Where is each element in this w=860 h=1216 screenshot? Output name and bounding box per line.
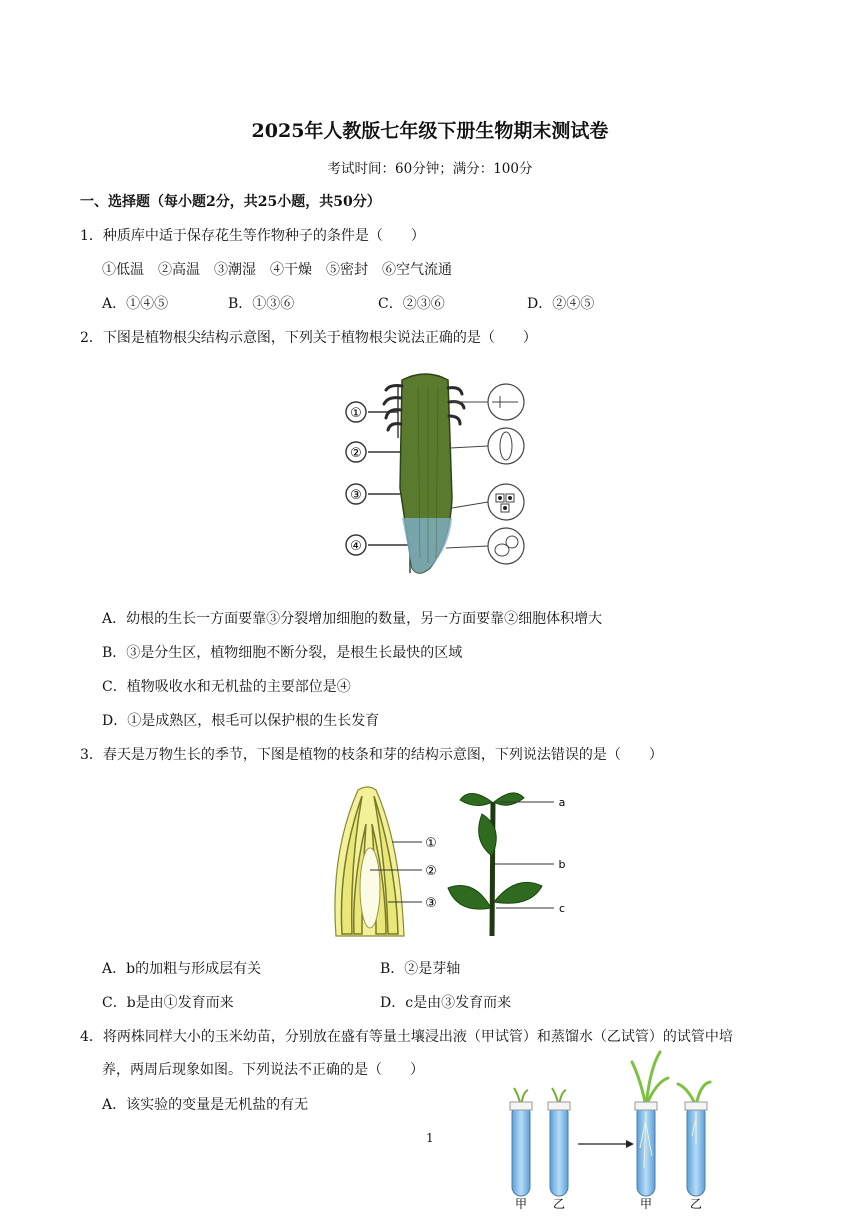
q2-option-c: C．植物吸收水和无机盐的主要部位是④ [102, 679, 351, 695]
leaf [448, 886, 491, 910]
q2-option-a: A．幼根的生长一方面要靠③分裂增加细胞的数量，另一方面要靠②细胞体积增大 [102, 611, 603, 627]
branch-label-b: b [558, 858, 566, 871]
q1-option-c: C．②③⑥ [378, 296, 445, 312]
bud-label-3: ③ [425, 896, 437, 911]
tube-label-jia-1: 甲 [514, 1197, 528, 1211]
q3-option-a: A．b的加粗与形成层有关 [102, 961, 262, 977]
root-tip-diagram [340, 368, 540, 580]
q4-stem-line1: 4．将两株同样大小的玉米幼苗，分别放在盛有等量土壤浸出液（甲试管）和蒸馏水（乙试管）的试管中培 [80, 1029, 733, 1045]
test-tube [550, 1104, 568, 1196]
root-label-3: ③ [350, 488, 362, 503]
branch-label-c: c [558, 902, 566, 915]
q3-stem: 3．春天是万物生长的季节，下图是植物的枝条和芽的结构示意图，下列说法错误的是（ ） [80, 747, 663, 763]
q1-option-b: B．①③⑥ [228, 296, 295, 312]
q1-stem: 1．种质库中适于保存花生等作物种子的条件是（ ） [80, 228, 425, 244]
q4-stem-line2: 养，两周后现象如图。下列说法不正确的是（ ） [102, 1062, 424, 1078]
q3-option-d: D．c是由③发育而来 [380, 995, 512, 1011]
q2-option-b: B．③是分生区，植物细胞不断分裂，是根生长最快的区域 [102, 645, 463, 661]
leaf [494, 793, 524, 805]
seedling-experiment-diagram [500, 1048, 740, 1214]
root-label-2: ② [350, 446, 362, 461]
root-label-1: ① [350, 406, 362, 421]
root-label-4: ④ [350, 539, 362, 554]
test-tube [512, 1104, 530, 1196]
q2-stem: 2．下图是植物根尖结构示意图，下列关于植物根尖说法正确的是（ ） [80, 330, 537, 346]
q1-option-a: A．①④⑤ [102, 296, 169, 312]
bud-label-1: ① [425, 836, 437, 851]
q1-option-d: D．②④⑤ [527, 296, 595, 312]
tube-label-yi-2: 乙 [689, 1197, 703, 1211]
branch-stem [492, 802, 493, 936]
page-title: 2025年人教版七年级下册生物期末测试卷 [251, 120, 609, 142]
tube-label-jia-2: 甲 [639, 1197, 653, 1211]
bud-diagram [328, 784, 448, 940]
branch-label-a: a [558, 796, 566, 809]
tube-label-yi-1: 乙 [552, 1197, 566, 1211]
q3-option-b: B．②是芽轴 [380, 961, 461, 977]
branch-diagram [446, 784, 576, 940]
bud-label-2: ② [425, 864, 437, 879]
q1-conditions: ①低温 ②高温 ③潮湿 ④干燥 ⑤密封 ⑥空气流通 [102, 262, 452, 278]
section-heading: 一、选择题（每小题2分，共25小题，共50分） [80, 194, 381, 210]
leaf [460, 793, 492, 805]
q2-option-d: D．①是成熟区，根毛可以保护根的生长发育 [102, 713, 380, 729]
q4-option-a: A．该实验的变量是无机盐的有无 [102, 1097, 309, 1113]
exam-info: 考试时间：60分钟；满分：100分 [327, 161, 533, 177]
page-number: 1 [426, 1131, 434, 1145]
q3-option-c: C．b是由①发育而来 [102, 995, 234, 1011]
leaf [494, 882, 542, 903]
